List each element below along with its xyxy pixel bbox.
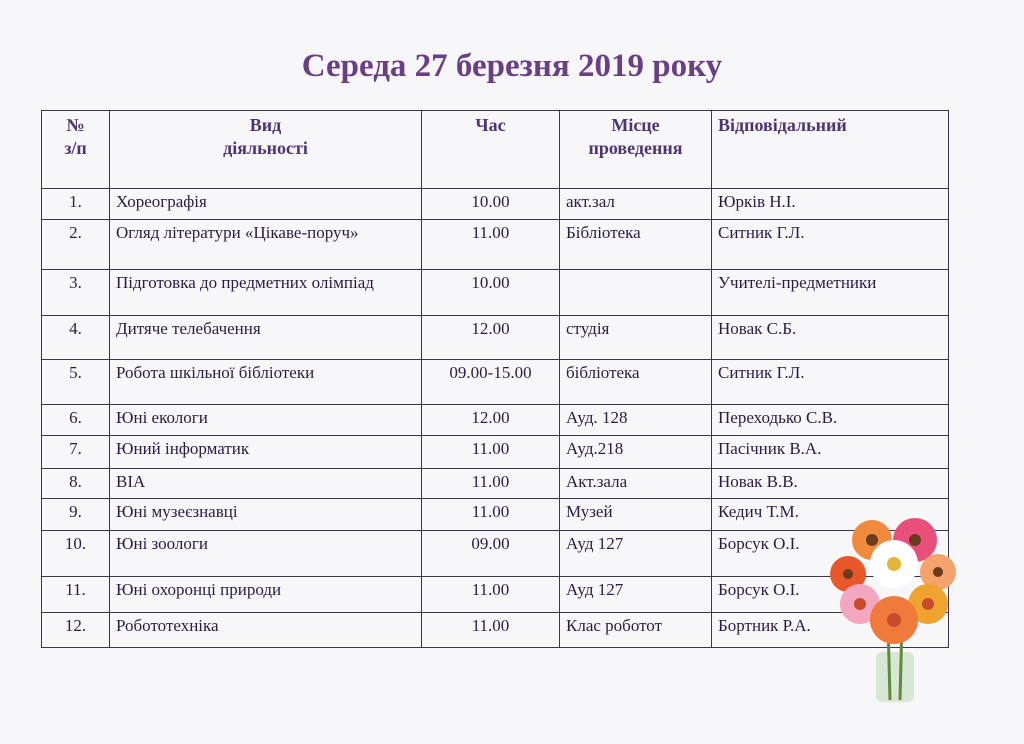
header-activity: Вид діяльності xyxy=(110,111,422,189)
row-activity: ВІА xyxy=(110,469,422,499)
table-row xyxy=(42,220,949,270)
row-time: 11.00 xyxy=(422,220,560,270)
row-number: 12. xyxy=(42,613,110,648)
row-number: 3. xyxy=(42,270,110,316)
row-time: 11.00 xyxy=(422,499,560,531)
row-responsible: Юрків Н.І. xyxy=(712,189,949,220)
table-row xyxy=(42,531,949,577)
row-activity: Робота шкільної бібліотеки xyxy=(110,360,422,405)
table-row xyxy=(42,577,949,613)
row-number: 2. xyxy=(42,220,110,270)
row-time: 11.00 xyxy=(422,436,560,469)
row-place: акт.зал xyxy=(560,189,712,220)
row-responsible: Учителі-предметники xyxy=(712,270,949,316)
row-number: 7. xyxy=(42,436,110,469)
table-row xyxy=(42,189,949,220)
row-activity: Юний інформатик xyxy=(110,436,422,469)
row-activity: Огляд літератури «Цікаве-поруч» xyxy=(110,220,422,270)
row-time: 09.00-15.00 xyxy=(422,360,560,405)
row-time: 10.00 xyxy=(422,270,560,316)
row-responsible: Ситник Г.Л. xyxy=(712,360,949,405)
row-place: Ауд 127 xyxy=(560,577,712,613)
row-time: 09.00 xyxy=(422,531,560,577)
row-responsible: Пасічник В.А. xyxy=(712,436,949,469)
header-time: Час xyxy=(422,111,560,189)
header-responsible: Відповідальний xyxy=(712,111,949,189)
row-number: 9. xyxy=(42,499,110,531)
row-time: 11.00 xyxy=(422,577,560,613)
row-place: Акт.зала xyxy=(560,469,712,499)
row-place xyxy=(560,270,712,316)
row-number: 10. xyxy=(42,531,110,577)
row-place: Клас роботот xyxy=(560,613,712,648)
row-place: Ауд. 128 xyxy=(560,405,712,436)
header-number: № з/п xyxy=(42,111,110,189)
row-place: Ауд 127 xyxy=(560,531,712,577)
row-place: студія xyxy=(560,316,712,360)
row-responsible: Кедич Т.М. xyxy=(712,499,949,531)
row-activity: Юні екологи xyxy=(110,405,422,436)
row-activity: Юні музеєзнавці xyxy=(110,499,422,531)
row-place: Бібліотека xyxy=(560,220,712,270)
row-number: 4. xyxy=(42,316,110,360)
row-time: 10.00 xyxy=(422,189,560,220)
row-number: 5. xyxy=(42,360,110,405)
row-activity: Дитяче телебачення xyxy=(110,316,422,360)
table-row xyxy=(42,405,949,436)
row-number: 8. xyxy=(42,469,110,499)
row-place: Музей xyxy=(560,499,712,531)
header-place: Місце проведення xyxy=(560,111,712,189)
row-activity: Підготовка до предметних олімпіад xyxy=(110,270,422,316)
row-responsible: Борсук О.І. xyxy=(712,531,949,577)
row-place: Ауд.218 xyxy=(560,436,712,469)
table-row xyxy=(42,469,949,499)
row-time: 11.00 xyxy=(422,613,560,648)
page-title: Середа 27 березня 2019 року xyxy=(301,48,723,84)
row-number: 11. xyxy=(42,577,110,613)
row-time: 11.00 xyxy=(422,469,560,499)
schedule-table xyxy=(41,110,949,648)
table-row xyxy=(42,360,949,405)
table-header-row xyxy=(42,111,949,189)
row-responsible: Ситник Г.Л. xyxy=(712,220,949,270)
row-activity: Юні зоологи xyxy=(110,531,422,577)
table-row xyxy=(42,270,949,316)
row-responsible: Борсук О.І. xyxy=(712,577,949,613)
row-responsible: Новак В.В. xyxy=(712,469,949,499)
row-activity: Хореографія xyxy=(110,189,422,220)
table-row xyxy=(42,316,949,360)
row-activity: Юні охоронці природи xyxy=(110,577,422,613)
row-time: 12.00 xyxy=(422,405,560,436)
row-number: 6. xyxy=(42,405,110,436)
table-row xyxy=(42,613,949,648)
row-responsible: Новак С.Б. xyxy=(712,316,949,360)
row-place: бібліотека xyxy=(560,360,712,405)
row-responsible: Бортник Р.А. xyxy=(712,613,949,648)
table-row xyxy=(42,499,949,531)
flower-bouquet-icon xyxy=(820,512,970,712)
row-activity: Робототехніка xyxy=(110,613,422,648)
table-row xyxy=(42,436,949,469)
row-time: 12.00 xyxy=(422,316,560,360)
row-responsible: Переходько С.В. xyxy=(712,405,949,436)
row-number: 1. xyxy=(42,189,110,220)
